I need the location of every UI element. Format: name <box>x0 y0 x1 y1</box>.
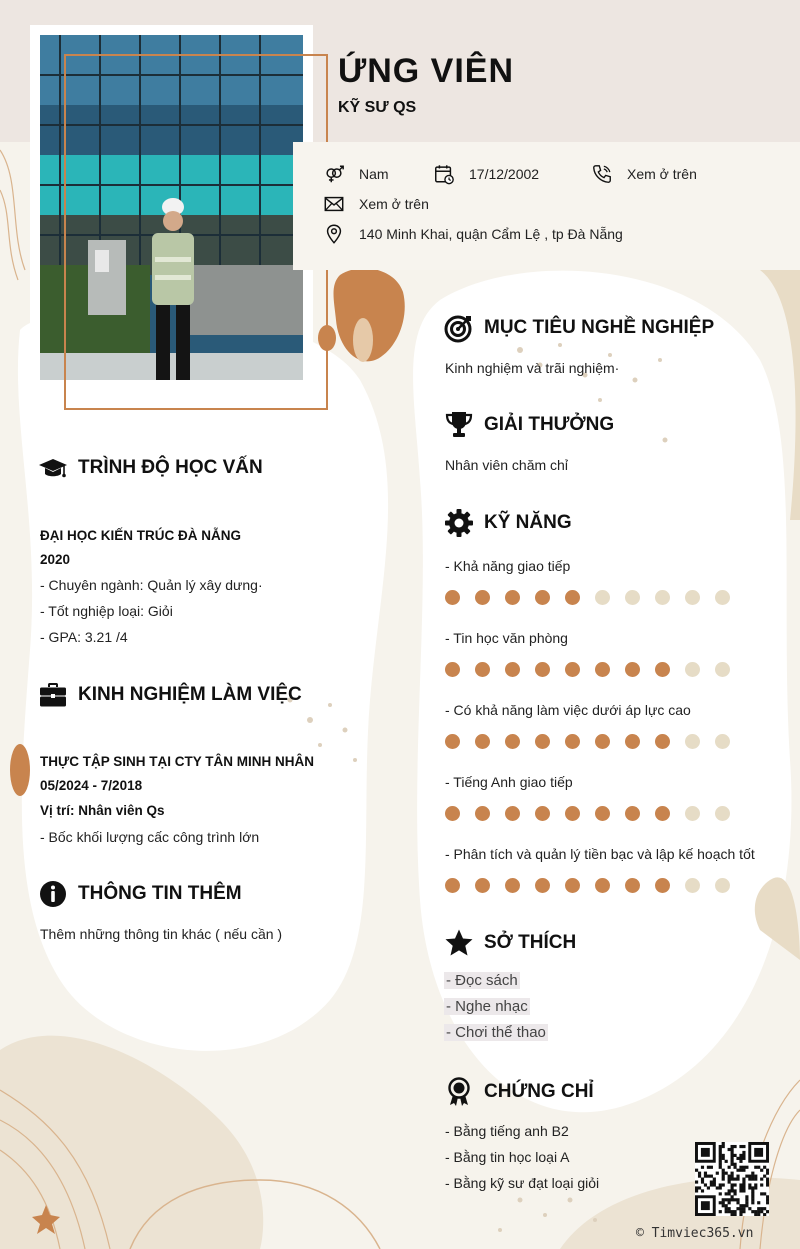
contact-phone <box>591 163 697 185</box>
dob-value: 17/12/2002 <box>469 166 540 182</box>
rating-dot-empty <box>715 806 730 821</box>
briefcase-icon <box>38 680 68 710</box>
gender-value: Nam <box>359 166 389 182</box>
contact-gender <box>323 163 389 185</box>
rating-dot-empty <box>715 734 730 749</box>
location-icon <box>323 223 345 245</box>
skill-label: - Tiếng Anh giao tiếp <box>445 774 573 790</box>
phone-value: Xem ở trên <box>627 166 697 182</box>
contact-address <box>323 223 623 245</box>
experience-heading <box>38 680 302 710</box>
rating-dot-empty <box>685 734 700 749</box>
rating-dot-filled <box>475 878 490 893</box>
rating-dot-filled <box>505 878 520 893</box>
rating-dot-filled <box>655 662 670 677</box>
skill-label: - Khả năng giao tiếp <box>445 558 571 574</box>
candidate-name: ỨNG VIÊN <box>338 52 515 90</box>
phone-icon <box>591 163 613 185</box>
additional-text: Thêm những thông tin khác ( nếu cần ) <box>40 926 283 942</box>
skill-label: - Phân tích và quản lý tiền bạc và lập kế hoạch tốt <box>445 846 755 862</box>
rating-dot-filled <box>445 806 460 821</box>
rating-dot-filled <box>625 662 640 677</box>
skill-rating <box>445 590 745 605</box>
rating-dot-empty <box>625 590 640 605</box>
rating-dot-filled <box>595 806 610 821</box>
target-icon <box>444 313 474 343</box>
education-line: - GPA: 3.21 /4 <box>40 629 128 645</box>
calendar-icon <box>433 163 455 185</box>
rating-dot-filled <box>505 590 520 605</box>
rating-dot-filled <box>655 734 670 749</box>
rating-dot-filled <box>565 590 580 605</box>
rating-dot-filled <box>475 662 490 677</box>
gear-icon <box>444 508 474 538</box>
education-line: - Chuyên ngành: Quản lý xây dưng· <box>40 577 263 593</box>
hobby-item: - Nghe nhạc <box>446 998 528 1015</box>
rating-dot-filled <box>595 734 610 749</box>
rating-dot-filled <box>565 662 580 677</box>
rating-dot-filled <box>535 878 550 893</box>
rating-dot-empty <box>685 662 700 677</box>
rating-dot-filled <box>475 806 490 821</box>
rating-dot-filled <box>535 806 550 821</box>
rating-dot-empty <box>715 662 730 677</box>
rating-dot-filled <box>625 734 640 749</box>
certificate-item: - Bằng tin học loại A <box>445 1149 570 1165</box>
rating-dot-filled <box>505 662 520 677</box>
rating-dot-filled <box>505 806 520 821</box>
star-icon <box>444 928 474 958</box>
rating-dot-filled <box>565 878 580 893</box>
awards-text: Nhân viên chăm chỉ <box>445 457 568 473</box>
graduation-cap-icon <box>38 453 68 483</box>
education-line: - Tốt nghiệp loại: Giỏi <box>40 603 173 619</box>
rating-dot-filled <box>475 734 490 749</box>
hobby-item: - Đọc sách <box>446 972 518 989</box>
skill-rating <box>445 734 745 749</box>
certificates-title: CHỨNG CHỈ <box>484 1081 594 1102</box>
additional-title: THÔNG TIN THÊM <box>78 883 242 904</box>
rating-dot-filled <box>595 662 610 677</box>
rating-dot-empty <box>715 878 730 893</box>
certificate-item: - Bằng tiếng anh B2 <box>445 1123 569 1139</box>
skill-rating <box>445 878 745 893</box>
address-value: 140 Minh Khai, quận Cẩm Lệ , tp Đà Nẵng <box>359 226 623 242</box>
rating-dot-filled <box>625 878 640 893</box>
contact-email <box>323 193 429 215</box>
rating-dot-filled <box>565 806 580 821</box>
rating-dot-filled <box>475 590 490 605</box>
info-icon <box>38 879 68 909</box>
copyright-text: © Timviec365.vn <box>636 1226 754 1241</box>
rating-dot-filled <box>445 662 460 677</box>
rating-dot-filled <box>535 662 550 677</box>
hobbies-heading <box>444 928 576 958</box>
experience-period: 05/2024 - 7/2018 <box>40 778 143 793</box>
medal-icon <box>444 1077 474 1107</box>
objective-heading <box>444 313 714 343</box>
skills-title: KỸ NĂNG <box>484 512 572 533</box>
rating-dot-empty <box>595 590 610 605</box>
education-title: TRÌNH ĐỘ HỌC VẤN <box>78 457 263 478</box>
hobby-item: - Chơi thể thao <box>446 1024 546 1041</box>
education-school: ĐẠI HỌC KIẾN TRÚC ĐÀ NẴNG <box>40 528 241 543</box>
skills-heading <box>444 508 572 538</box>
hobbies-title: SỞ THÍCH <box>484 932 577 953</box>
experience-line: - Bốc khối lượng cấc công trình lớn <box>40 829 260 845</box>
experience-company: THỰC TẬP SINH TẠI CTY TÂN MINH NHÂN <box>40 754 314 769</box>
candidate-job-title: KỸ SƯ QS <box>338 99 417 116</box>
trophy-icon <box>444 410 474 440</box>
rating-dot-filled <box>625 806 640 821</box>
rating-dot-filled <box>445 734 460 749</box>
rating-dot-empty <box>685 590 700 605</box>
certificates-heading <box>444 1077 594 1107</box>
email-icon <box>323 193 345 215</box>
rating-dot-filled <box>505 734 520 749</box>
experience-position: Vị trí: Nhân viên Qs <box>40 803 165 818</box>
rating-dot-filled <box>655 878 670 893</box>
skill-rating <box>445 806 745 821</box>
qr-code[interactable] <box>695 1142 769 1216</box>
rating-dot-filled <box>535 590 550 605</box>
rating-dot-filled <box>445 878 460 893</box>
objective-text: Kinh nghiệm và trãi nghiệm· <box>445 360 620 376</box>
rating-dot-filled <box>535 734 550 749</box>
additional-heading <box>38 879 242 909</box>
experience-title: KINH NGHIỆM LÀM VIỆC <box>78 684 302 705</box>
gender-icon <box>323 163 345 185</box>
rating-dot-empty <box>685 806 700 821</box>
rating-dot-empty <box>655 590 670 605</box>
awards-title: GIẢI THƯỞNG <box>484 414 615 435</box>
rating-dot-filled <box>565 734 580 749</box>
awards-heading <box>444 410 614 440</box>
education-year: 2020 <box>40 552 71 567</box>
contact-dob <box>433 163 539 185</box>
rating-dot-empty <box>715 590 730 605</box>
skill-label: - Có khả năng làm việc dưới áp lực cao <box>445 702 691 718</box>
rating-dot-filled <box>595 878 610 893</box>
rating-dot-filled <box>655 806 670 821</box>
skill-label: - Tin học văn phòng <box>445 630 568 646</box>
objective-title: MỤC TIÊU NGHỀ NGHIỆP <box>484 317 715 338</box>
skill-rating <box>445 662 745 677</box>
certificate-item: - Bằng kỹ sư đạt loại giỏi <box>445 1175 600 1191</box>
rating-dot-empty <box>685 878 700 893</box>
photo-accent-outline <box>64 54 328 410</box>
rating-dot-filled <box>445 590 460 605</box>
email-value: Xem ở trên <box>359 196 429 212</box>
education-heading <box>38 453 263 483</box>
